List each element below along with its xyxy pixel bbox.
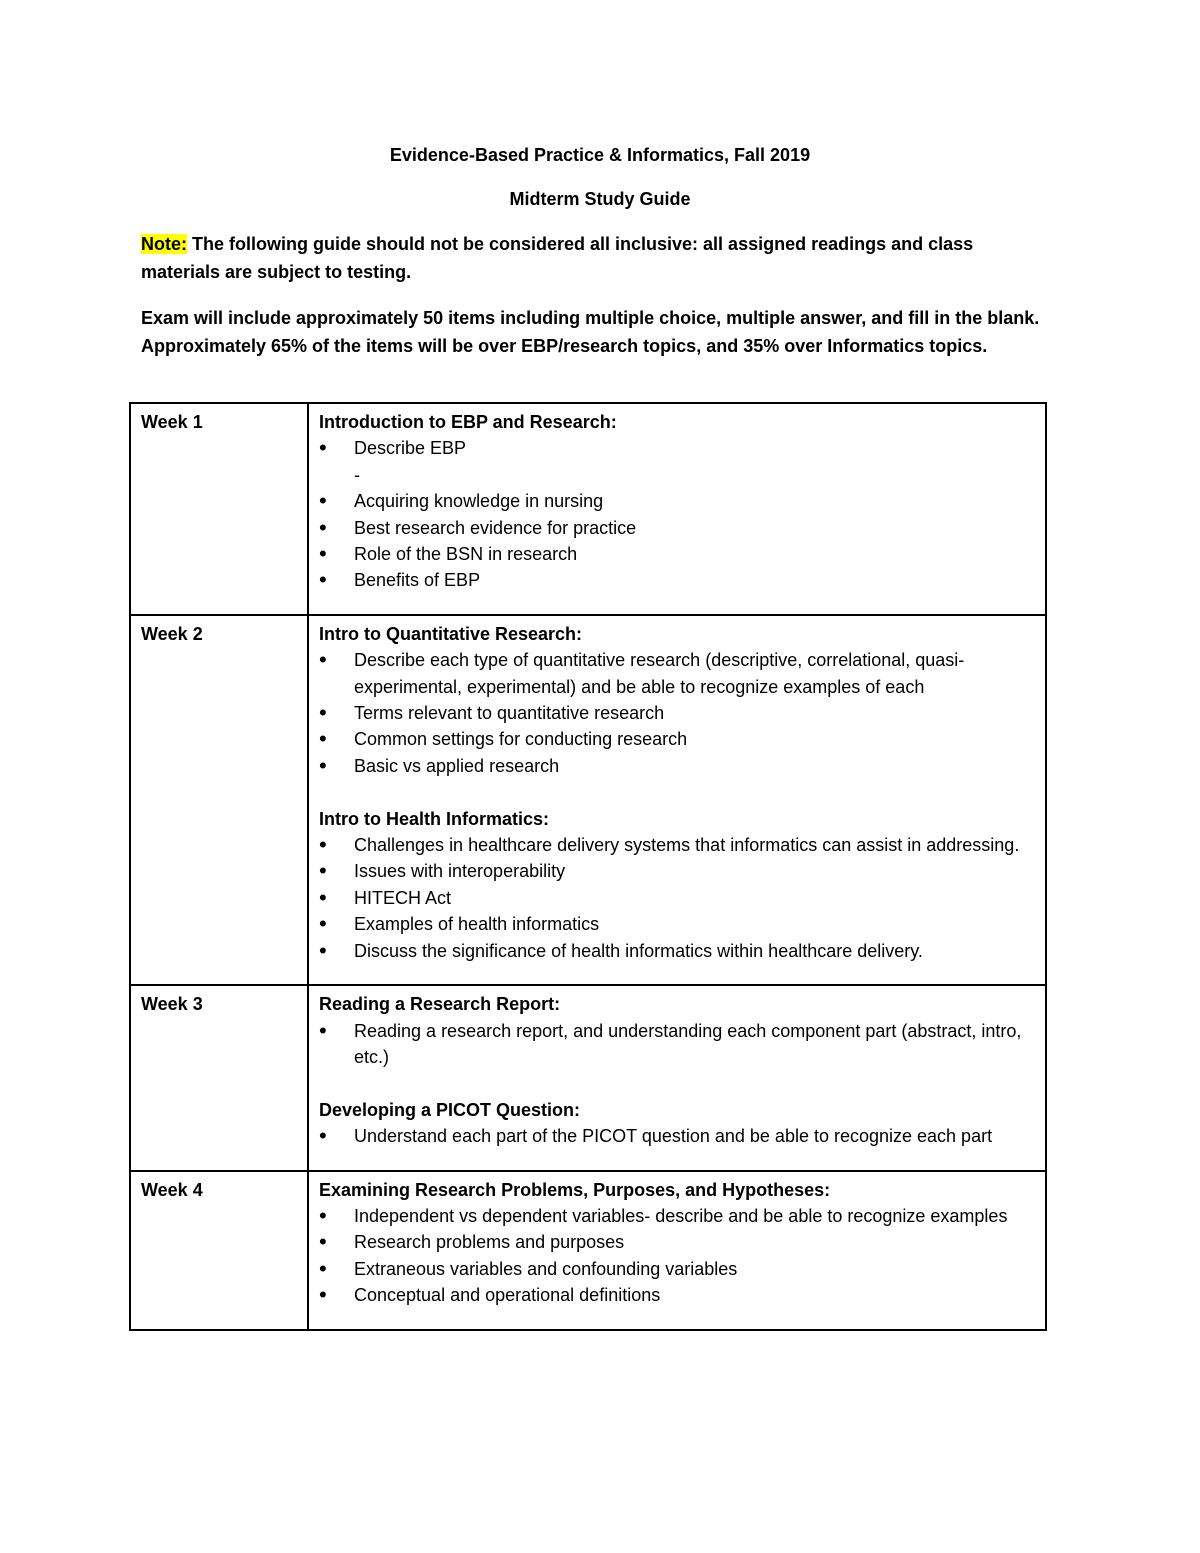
topic-list <box>319 832 1035 964</box>
list-item: • Understand each part of the PICOT question and be able to recognize each part <box>319 1123 1035 1149</box>
section-heading: Developing a PICOT Question: <box>319 1099 581 1120</box>
list-item: • Acquiring knowledge in nursing <box>319 488 1035 514</box>
list-item: • Reading a research report, and understanding each component part (abstract, intro, etc.) <box>319 1018 1035 1071</box>
week-topics-cell <box>308 1171 1046 1330</box>
list-item: • Issues with interoperability <box>319 858 1035 884</box>
topic-list <box>319 435 1035 593</box>
list-item: • Research problems and purposes <box>319 1229 1035 1255</box>
section-spacer <box>319 779 1035 805</box>
list-item: - <box>354 464 360 485</box>
list-item: • Common settings for conducting research <box>319 726 1035 752</box>
week-topics-cell <box>308 403 1046 615</box>
week-label: Week 3 <box>130 985 308 1170</box>
week-label: Week 2 <box>130 615 308 985</box>
topic-list <box>319 1123 1035 1149</box>
section-heading: Reading a Research Report: <box>319 994 561 1015</box>
list-item: • Terms relevant to quantitative research <box>319 700 1035 726</box>
table-row <box>130 985 1046 1170</box>
section-spacer <box>319 1070 1035 1096</box>
week-topics-cell <box>308 615 1046 985</box>
list-item: • Discuss the significance of health informatics within healthcare delivery. <box>319 938 1035 964</box>
list-item: • Basic vs applied research <box>319 753 1035 779</box>
section-heading: Intro to Quantitative Research: <box>319 623 583 644</box>
topic-list <box>319 647 1035 779</box>
note-text: The following guide should not be considered all inclusive: all assigned readings and class materials are subject to testing. <box>141 234 974 282</box>
list-item: • HITECH Act <box>319 885 1035 911</box>
document-subtitle: Midterm Study Guide <box>509 189 691 209</box>
note-paragraph <box>141 230 1046 286</box>
list-item: • Independent vs dependent variables- describe and be able to recognize examples <box>319 1203 1035 1229</box>
document-title: Evidence-Based Practice & Informatics, Fall 2019 <box>389 145 811 165</box>
list-item: • Describe each type of quantitative research (descriptive, correlational, quasi-experimental, experimental) and be able to recognize examples of each <box>319 647 1035 700</box>
section-heading: Intro to Health Informatics: <box>319 808 550 829</box>
section-heading: Introduction to EBP and Research: <box>319 412 617 432</box>
list-item: • Best research evidence for practice <box>319 515 1035 541</box>
list-item: • Role of the BSN in research <box>319 541 1035 567</box>
topic-list <box>319 1203 1035 1309</box>
note-label: Note: <box>141 234 187 254</box>
weekly-topics-table <box>129 402 1047 1331</box>
list-item: • Conceptual and operational definitions <box>319 1282 1035 1308</box>
section-heading: Examining Research Problems, Purposes, and Hypotheses: <box>319 1179 831 1200</box>
list-item: • Examples of health informatics <box>319 911 1035 937</box>
list-item: • Extraneous variables and confounding variables <box>319 1256 1035 1282</box>
table-row <box>130 1171 1046 1330</box>
week-label: Week 1 <box>130 403 308 615</box>
topic-list <box>319 1018 1035 1071</box>
list-item: • Challenges in healthcare delivery systems that informatics can assist in addressing. <box>319 832 1035 858</box>
exam-paragraph: Exam will include approximately 50 items including multiple choice, multiple answer, and fill in the blank. Approximately 65% of the items will be over EBP/research topics, and 35% over Informatics topics. <box>141 308 1040 356</box>
week-topics-cell <box>308 985 1046 1170</box>
table-row <box>130 403 1046 615</box>
week-label: Week 4 <box>130 1171 308 1330</box>
list-item: • Describe EBP <box>319 435 1035 461</box>
list-item: • Benefits of EBP <box>319 567 1035 593</box>
table-row <box>130 615 1046 985</box>
